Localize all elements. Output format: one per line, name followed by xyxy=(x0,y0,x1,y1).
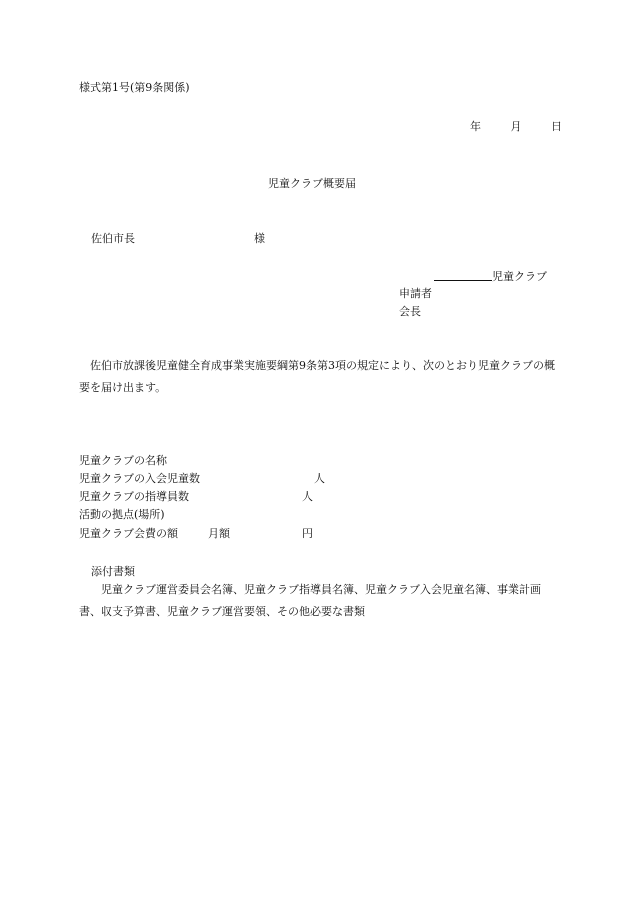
date-day: 日 xyxy=(551,120,562,133)
applicant-label: 申請者 xyxy=(399,287,432,300)
body-paragraph: 佐伯市放課後児童健全育成事業実施要綱第9条第3項の規定により、次のとおり児童クラブの概要を届け出ます。 xyxy=(79,359,555,394)
field-base: 活動の拠点(場所) xyxy=(79,508,165,521)
date-line xyxy=(470,121,562,132)
form-reference: 様式第1号(第9条関係) xyxy=(79,81,190,94)
field-enrolled-unit: 人 xyxy=(314,472,325,485)
applicant-club-suffix: 児童クラブ xyxy=(492,270,547,283)
date-year: 年 xyxy=(470,120,481,133)
club-name-blank xyxy=(434,270,492,281)
field-instructors-unit: 人 xyxy=(302,490,313,503)
field-fee: 児童クラブ会費の額 xyxy=(79,527,178,540)
field-instructors: 児童クラブの指導員数 xyxy=(79,490,189,503)
attachments-heading: 添付書類 xyxy=(91,565,135,578)
field-enrolled: 児童クラブの入会児童数 xyxy=(79,472,200,485)
date-month: 月 xyxy=(510,120,522,133)
applicant-club-line xyxy=(434,270,547,282)
applicant-role: 会長 xyxy=(399,305,421,318)
field-fee-period: 月額 xyxy=(208,527,230,540)
document-title: 児童クラブ概要届 xyxy=(268,177,356,190)
field-fee-unit: 円 xyxy=(302,527,313,540)
field-club-name: 児童クラブの名称 xyxy=(79,454,167,467)
addressee-name: 佐伯市長 xyxy=(91,232,135,245)
attachments-text: 児童クラブ運営委員会名簿、児童クラブ指導員名簿、児童クラブ入会児童名簿、事業計画書、収支予算書、児童クラブ運営要領、その他必要な書類 xyxy=(79,583,541,618)
addressee-honorific: 様 xyxy=(254,232,265,245)
